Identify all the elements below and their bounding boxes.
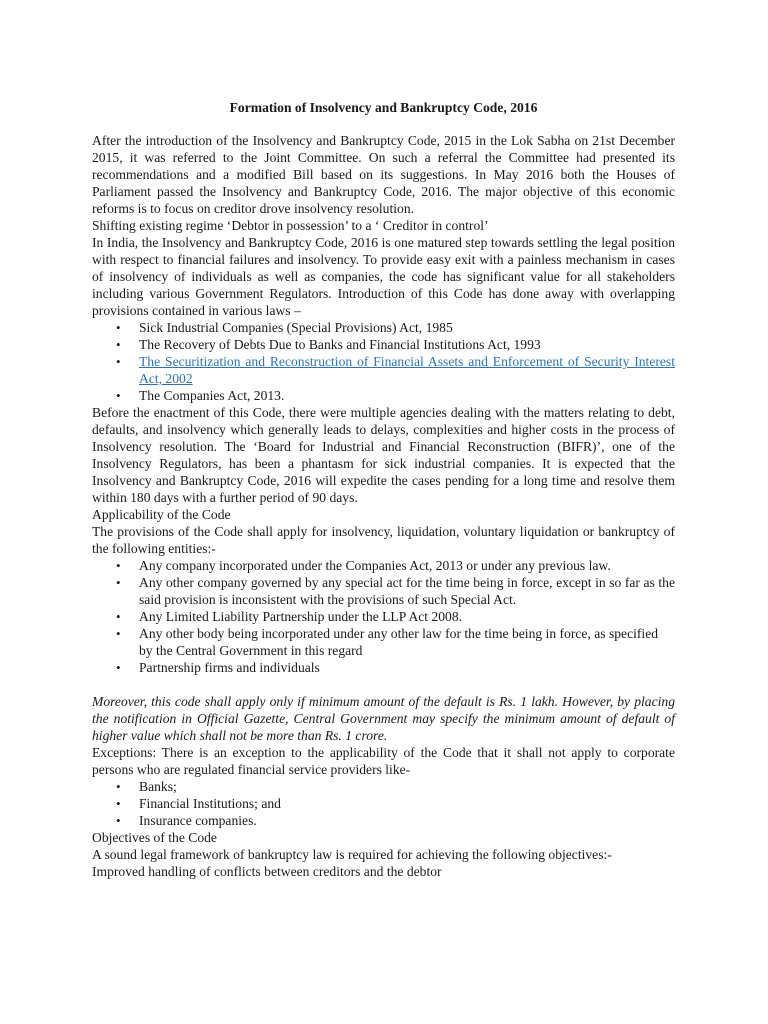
document-page: [92, 99, 675, 880]
before-enactment-paragraph: Before the enactment of this Code, there were multiple agencies dealing with the matters relating to debt, defaults, and insolvency which generally leads to delays, complexities and higher costs in the process of Insolvency resolution. The ‘Board for Industrial and Financial Reconstruction (BIFR)’, one of the Insolvency Regulators, has been a phantasm for sick industrial companies. It is expected that the Insolvency and Bankruptcy Code, 2016 will expedite the cases pending for a long time and resolve them within 180 days with a further period of 90 days.: [92, 405, 675, 505]
list-item: • Financial Institutions; and: [92, 795, 675, 812]
india-paragraph: In India, the Insolvency and Bankruptcy Code, 2016 is one matured step towards settling the legal position with respect to financial failures and insolvency. To provide easy exit with a painless mechanism in cases of insolvency of individuals as well as companies, the code has significant value for all stakeholders including various Government Regulators. Introduction of this Code has done away with overlapping provisions contained in various laws –: [92, 235, 675, 318]
list-item: • Any company incorporated under the Companies Act, 2013 or under any previous law.: [92, 557, 675, 574]
list-item: • The Companies Act, 2013.: [92, 387, 675, 404]
list-item: • The Recovery of Debts Due to Banks and Financial Institutions Act, 1993: [92, 336, 675, 353]
list-item: • Any Limited Liability Partnership under the LLP Act 2008.: [92, 608, 675, 625]
list-item: • Any other body being incorporated under any other law for the time being in force, as specified by the Central Government in this regard: [92, 625, 675, 659]
list-item: • Insurance companies.: [92, 812, 675, 829]
exceptions-list: [92, 778, 675, 829]
entities-list: [92, 557, 675, 676]
document-title: Formation of Insolvency and Bankruptcy Code, 2016: [229, 100, 538, 115]
list-item: [92, 353, 675, 387]
regime-shift-line: Shifting existing regime ‘Debtor in possession’ to a ‘ Creditor in control’: [92, 218, 489, 233]
objectives-intro: A sound legal framework of bankruptcy law is required for achieving the following objectives:-: [92, 847, 612, 862]
objectives-heading: Objectives of the Code: [92, 830, 217, 845]
applicability-heading: Applicability of the Code: [92, 507, 231, 522]
list-item: • Partnership firms and individuals: [92, 659, 675, 676]
list-item: • Any other company governed by any special act for the time being in force, except in so far as the said provision is inconsistent with the provisions of such Special Act.: [92, 574, 675, 608]
list-item: • Banks;: [92, 778, 675, 795]
applicability-intro: The provisions of the Code shall apply for insolvency, liquidation, voluntary liquidation or bankruptcy of the following entities:-: [92, 524, 675, 556]
spacer: [92, 676, 675, 693]
laws-list: [92, 319, 675, 404]
objective-first: Improved handling of conflicts between creditors and the debtor: [92, 864, 442, 879]
intro-paragraph: After the introduction of the Insolvency and Bankruptcy Code, 2015 in the Lok Sabha on 21st December 2015, it was referred to the Joint Committee. On such a referral the Committee had presented its recommendations and a modified Bill based on its suggestions. In May 2016 both the Houses of Parliament passed the Insolvency and Bankruptcy Code, 2016. The major objective of this economic reforms is to focus on creditor drove insolvency resolution.: [92, 133, 675, 216]
securitization-act-link[interactable]: The Securitization and Reconstruction of Financial Assets and Enforcement of Security Interest Act, 2002: [139, 354, 675, 386]
exceptions-paragraph: Exceptions: There is an exception to the applicability of the Code that it shall not apply to corporate persons who are regulated financial service providers like-: [92, 745, 675, 777]
list-item: • Sick Industrial Companies (Special Provisions) Act, 1985: [92, 319, 675, 336]
minimum-default-paragraph: Moreover, this code shall apply only if minimum amount of the default is Rs. 1 lakh. However, by placing the notification in Official Gazette, Central Government may specify the minimum amount of default of higher value which shall not be more than Rs. 1 crore.: [92, 694, 675, 743]
